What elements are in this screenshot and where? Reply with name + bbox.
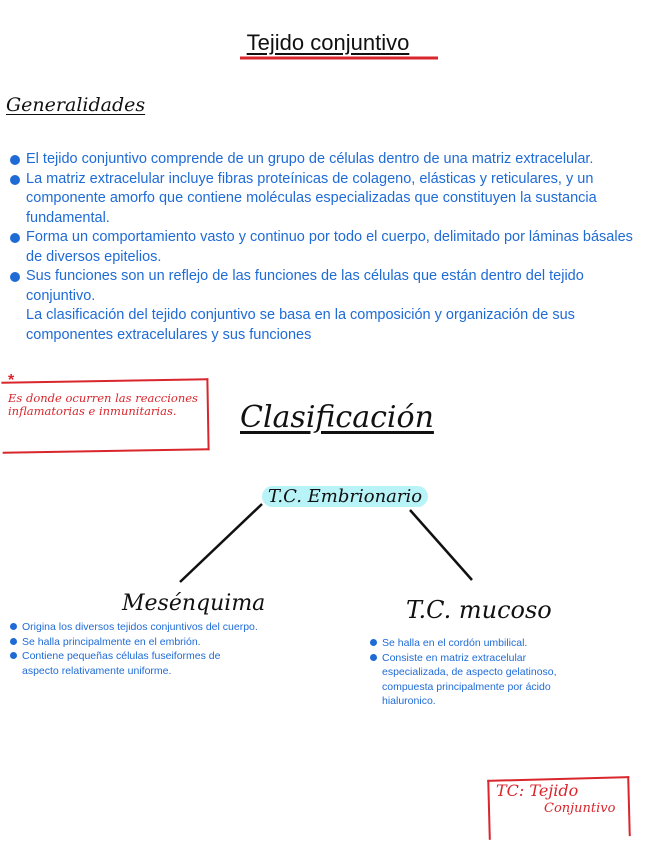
node-tc-mucoso: T.C. mucoso: [406, 596, 552, 624]
list-item: La clasificación del tejido conjuntivo se basa en la composición y organización de sus componentes extracelulares y sus funciones: [26, 307, 575, 343]
bullet-icon: [10, 175, 20, 185]
list-item: Origina los diversos tejidos conjuntivos del cuerpo.: [10, 620, 260, 635]
section-heading-generalidades: Generalidades: [6, 94, 146, 116]
legend-line-2: Conjuntivo: [544, 801, 616, 816]
legend-text: [496, 782, 615, 818]
bullet-icon: [10, 272, 20, 282]
bullet-icon: [370, 639, 377, 646]
branch-line-left: [180, 504, 262, 582]
list-item: El tejido conjuntivo comprende de un grupo de células dentro de una matriz extracelular.: [10, 150, 650, 170]
classification-heading: Clasificación: [240, 400, 434, 435]
bullet-icon: [10, 652, 17, 659]
node-mesenquima: Mesénquima: [122, 591, 266, 616]
list-item: Forma un comportamiento vasto y continuo por todo el cuerpo, delimitado por láminas básales de diversos epitelios.: [10, 228, 650, 267]
side-note-text: Es donde ocurren las reacciones inflamatorias e inmunitarias.: [8, 391, 198, 418]
generalidades-list: [10, 150, 650, 345]
list-item: Se halla principalmente en el embrión.: [10, 635, 260, 650]
bullet-icon: [10, 155, 20, 165]
branch-line-right: [410, 510, 472, 580]
mucoso-points: [370, 636, 590, 709]
bullet-icon: [10, 638, 17, 645]
list-item: Contiene pequeñas células fuseiformes de aspecto relativamente uniforme.: [10, 649, 260, 678]
mesenquima-points: [10, 620, 260, 678]
list-item: Consiste en matriz extracelular especializada, de aspecto gelatinoso, compuesta principalmente por ácido hialuronico.: [370, 651, 590, 709]
bullet-icon: [10, 233, 20, 243]
asterisk-marker: *: [8, 372, 15, 389]
bullet-icon: [370, 654, 377, 661]
list-item: Sus funciones son un reflejo de las funciones de las células que están dentro del tejido conjuntivo.: [10, 267, 650, 306]
page-title: Tejido conjuntivo: [246, 30, 410, 55]
bullet-icon: [10, 623, 17, 630]
list-item: La matriz extracelular incluye fibras proteínicas de colageno, elásticas y reticulares, y un componente amorfo que contiene moléculas especializadas que constituyen la sustancia fundamental.: [10, 170, 650, 229]
list-item: Se halla en el cordón umbilical.: [370, 636, 590, 651]
legend-line-1: TC: Tejido: [496, 781, 579, 800]
root-node-embrionario: T.C. Embrionario: [262, 486, 428, 507]
